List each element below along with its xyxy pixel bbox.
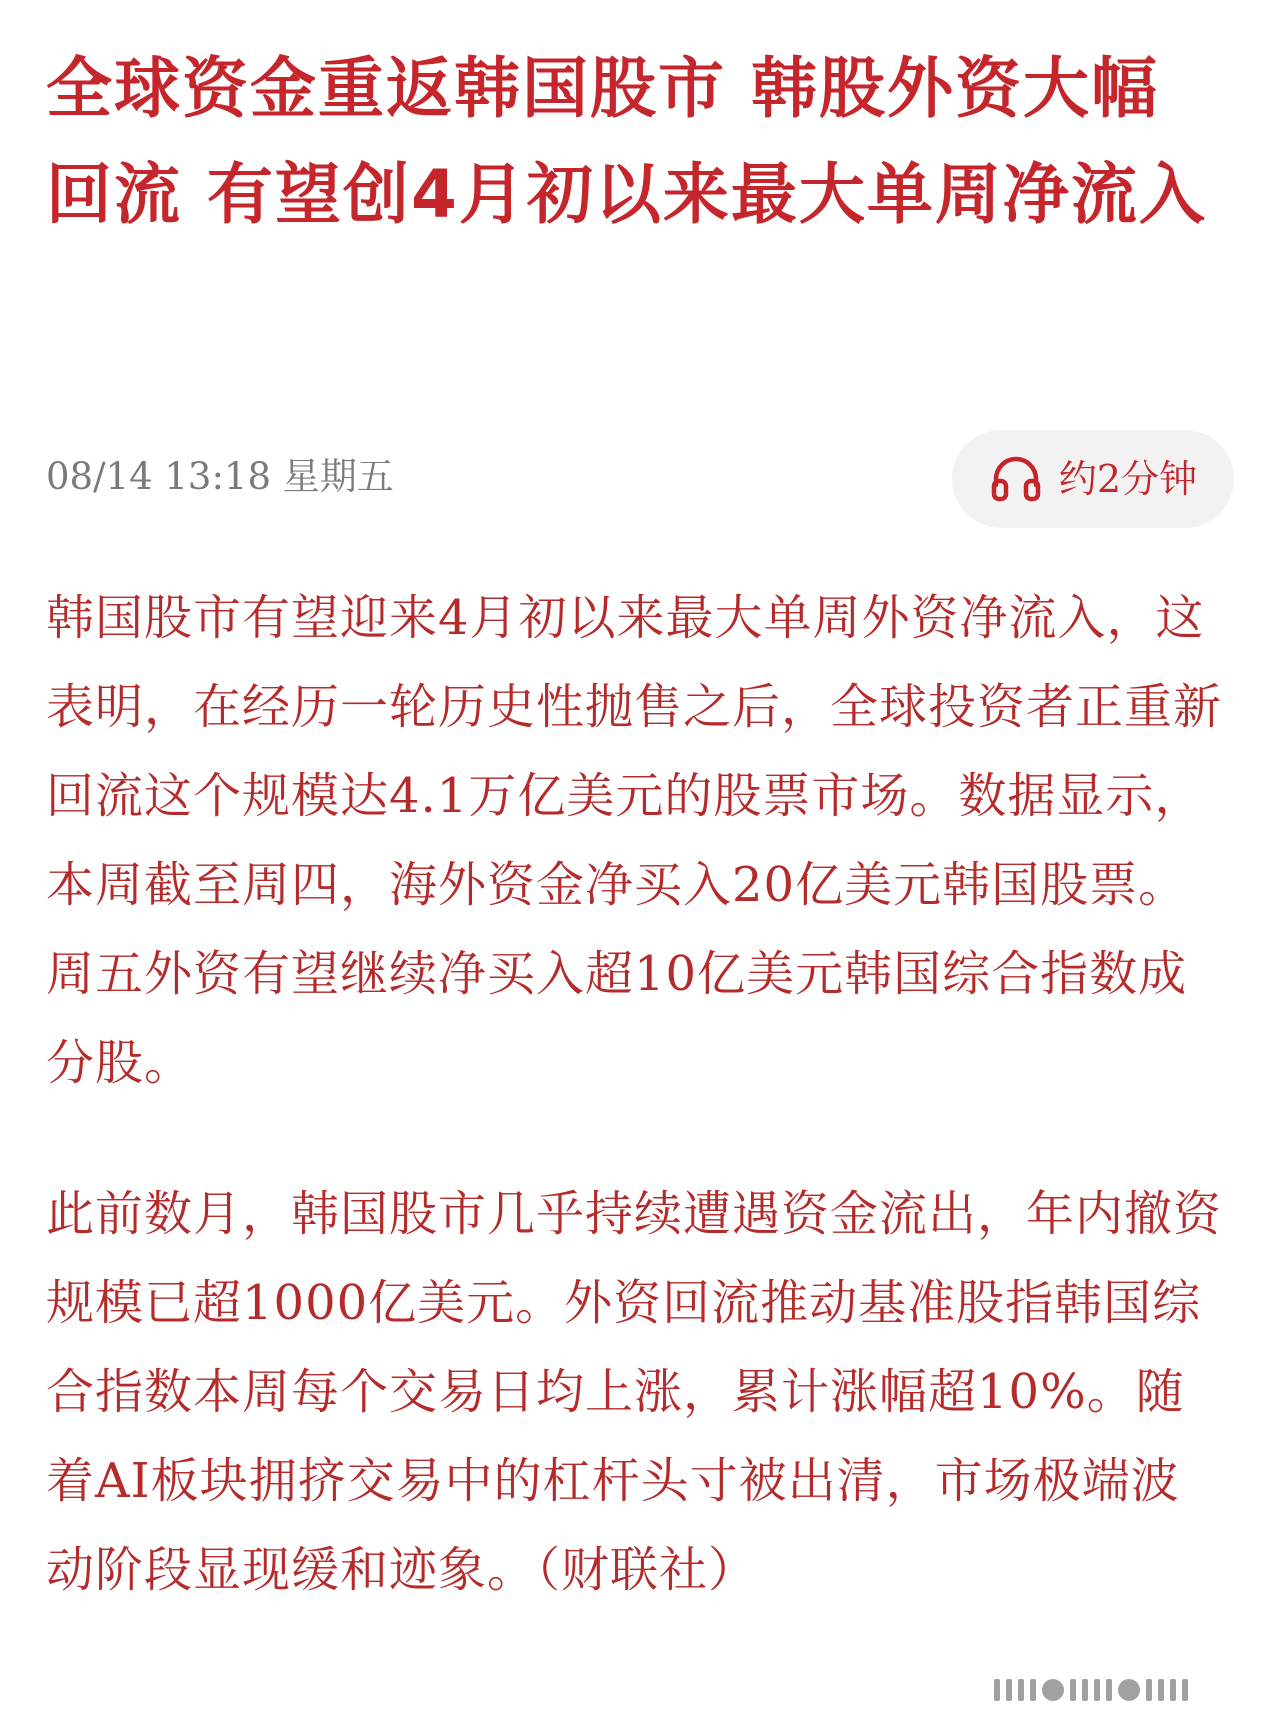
more-options-indicator[interactable]	[994, 1675, 1244, 1705]
headphones-icon	[989, 455, 1043, 503]
publish-datetime: 08/14 13:18 星期五	[46, 455, 394, 498]
article-paragraph: 此前数月，韩国股市几乎持续遭遇资金流出，年内撤资规模已超1000亿美元。外资回流推动基准股指韩国综合指数本周每个交易日均上涨，累计涨幅超10%。随着AI板块拥挤交易中的杠杆头寸被出清，市场极端波动阶段显现缓和迹象。（财联社）	[46, 1186, 1223, 1598]
listen-duration: 约2分钟	[1058, 457, 1198, 501]
article-title: 全球资金重返韩国股市 韩股外资大幅回流 有望创4月初以来最大单周净流入	[46, 50, 1207, 233]
listen-button[interactable]	[952, 430, 1234, 528]
article-paragraph: 韩国股市有望迎来4月初以来最大单周外资净流入，这表明，在经历一轮历史性抛售之后，全球投资者正重新回流这个规模达4.1万亿美元的股票市场。数据显示，本周截至周四，海外资金净买入20亿美元韩国股票。周五外资有望继续净买入超10亿美元韩国综合指数成分股。	[46, 590, 1223, 1091]
article-meta	[46, 430, 1234, 528]
